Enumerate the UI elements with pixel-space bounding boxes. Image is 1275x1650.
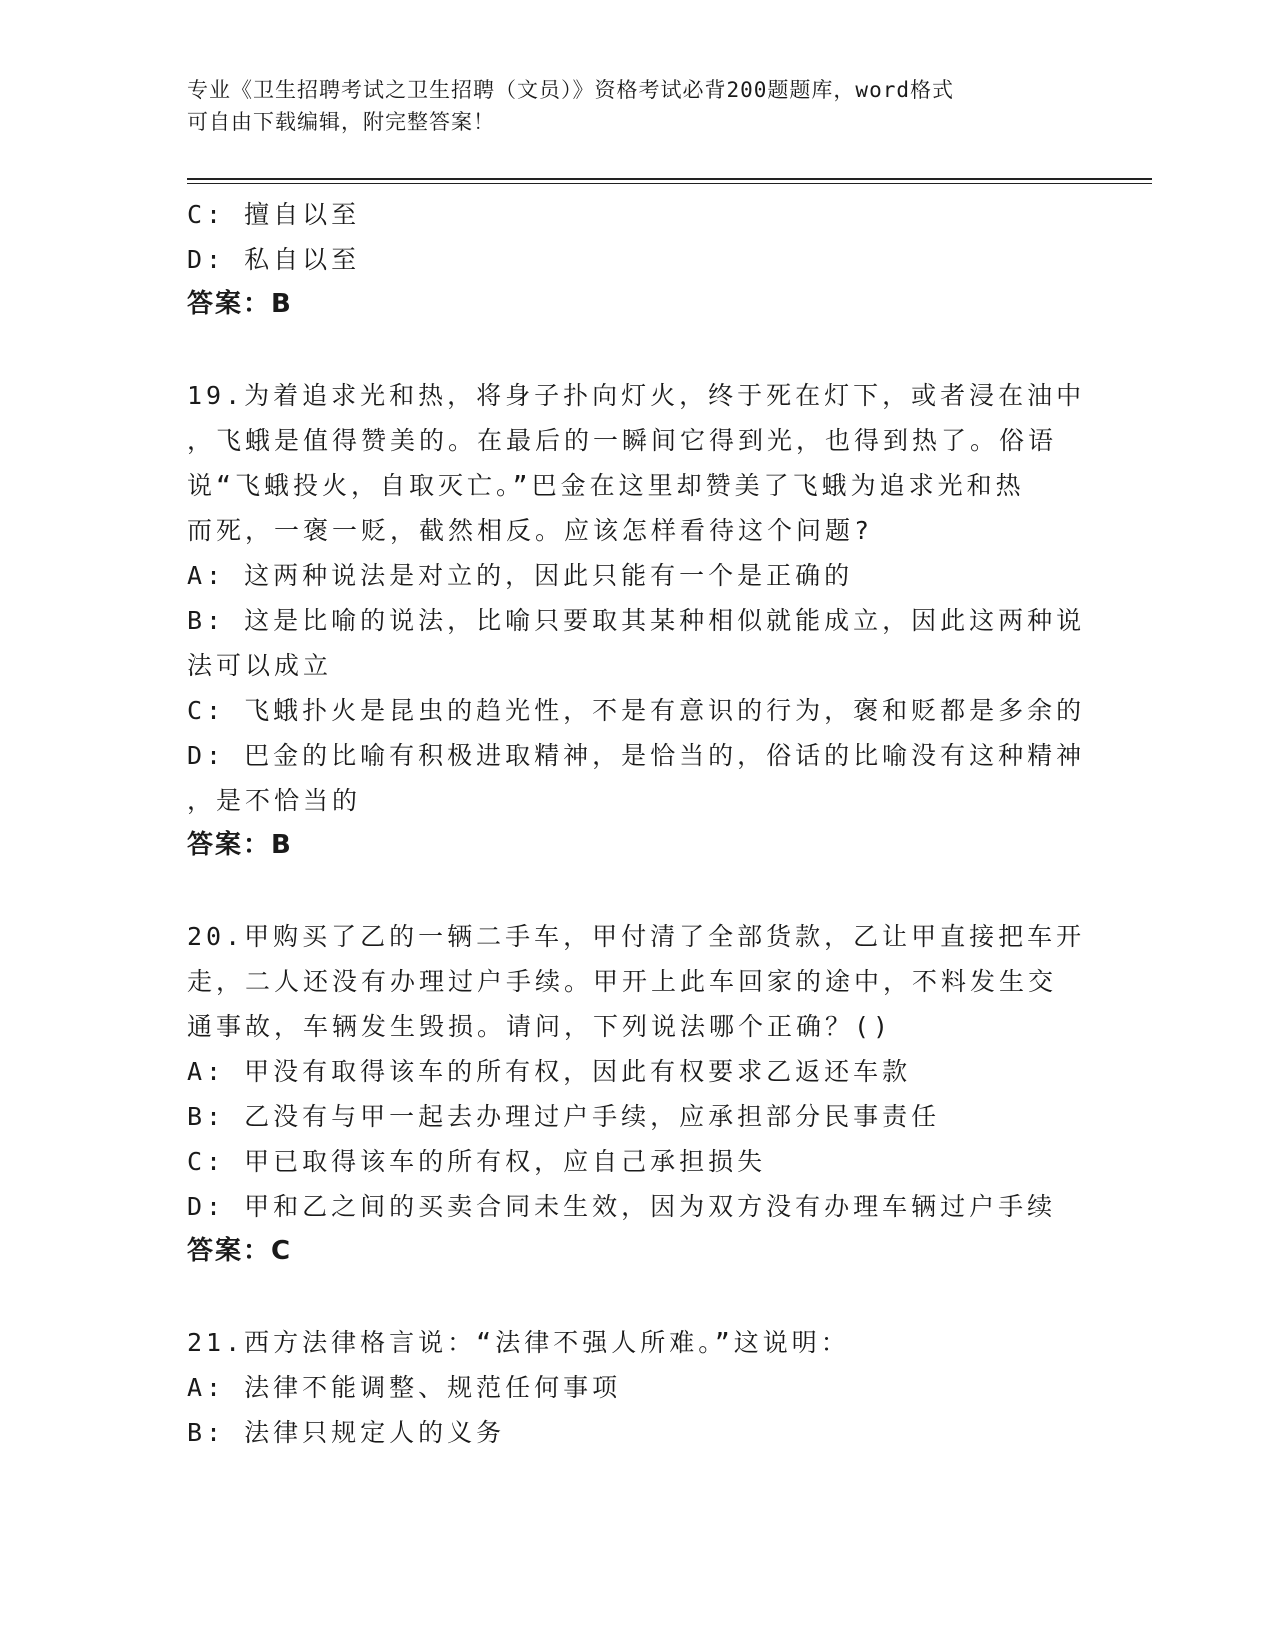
answer-label: 答案：B bbox=[187, 830, 293, 860]
question-21 bbox=[187, 1320, 1067, 1455]
question-stem-line: 21.西方法律格言说：“法律不强人所难。”这说明： bbox=[187, 1328, 850, 1357]
question-stem-line: 19.为着追求光和热，将身子扑向灯火，终于死在灯下，或者浸在油中 bbox=[187, 381, 1086, 410]
option-a: A: 甲没有取得该车的所有权，因此有权要求乙返还车款 bbox=[187, 1057, 912, 1086]
question-18-tail bbox=[187, 192, 1067, 327]
question-stem-line: 通事故，车辆发生毁损。请问，下列说法哪个正确？() bbox=[187, 1012, 893, 1041]
spacer bbox=[187, 1274, 1067, 1320]
spacer bbox=[187, 868, 1067, 914]
option-a: A: 法律不能调整、规范任何事项 bbox=[187, 1373, 622, 1402]
header-line-2: 可自由下载编辑，附完整答案！ bbox=[187, 110, 495, 134]
option-d: D: 私自以至 bbox=[187, 245, 361, 274]
question-stem-line: ，飞蛾是值得赞美的。在最后的一瞬间它得到光，也得到热了。俗语 bbox=[187, 426, 1058, 455]
header-line-1: 专业《卫生招聘考试之卫生招聘（文员）》资格考试必背200题题库，word格式 bbox=[187, 78, 954, 102]
header-divider-thick bbox=[187, 178, 1152, 180]
question-stem-line: 走，二人还没有办理过户手续。甲开上此车回家的途中，不料发生交 bbox=[187, 967, 1058, 996]
option-c: C: 甲已取得该车的所有权，应自己承担损失 bbox=[187, 1147, 767, 1176]
question-stem-line: 说“飞蛾投火，自取灭亡。”巴金在这里却赞美了飞蛾为追求光和热 bbox=[187, 471, 1025, 500]
question-20 bbox=[187, 914, 1086, 1274]
question-19 bbox=[187, 373, 1086, 868]
option-d: D: 甲和乙之间的买卖合同未生效，因为双方没有办理车辆过户手续 bbox=[187, 1192, 1057, 1221]
answer-label: 答案：B bbox=[187, 289, 293, 319]
spacer bbox=[187, 327, 1067, 373]
option-b-continued: 法可以成立 bbox=[187, 651, 333, 680]
question-stem-line: 而死，一褒一贬，截然相反。应该怎样看待这个问题? bbox=[187, 516, 874, 545]
document-body bbox=[187, 192, 1086, 1455]
option-b: B: 乙没有与甲一起去办理过户手续，应承担部分民事责任 bbox=[187, 1102, 941, 1131]
answer-label: 答案：C bbox=[187, 1236, 293, 1266]
page-header bbox=[187, 74, 1067, 138]
option-d: D: 巴金的比喻有积极进取精神，是恰当的，俗话的比喻没有这种精神 bbox=[187, 741, 1086, 770]
option-b: B: 法律只规定人的义务 bbox=[187, 1418, 506, 1447]
header-divider-thin bbox=[187, 183, 1152, 184]
option-d-continued: ，是不恰当的 bbox=[187, 786, 362, 815]
question-stem-line: 20.甲购买了乙的一辆二手车，甲付清了全部货款，乙让甲直接把车开 bbox=[187, 922, 1086, 951]
option-c: C: 飞蛾扑火是昆虫的趋光性，不是有意识的行为，褒和贬都是多余的 bbox=[187, 696, 1086, 725]
option-c: C: 擅自以至 bbox=[187, 200, 361, 229]
option-a: A: 这两种说法是对立的，因此只能有一个是正确的 bbox=[187, 561, 854, 590]
option-b: B: 这是比喻的说法，比喻只要取其某种相似就能成立，因此这两种说 bbox=[187, 606, 1086, 635]
